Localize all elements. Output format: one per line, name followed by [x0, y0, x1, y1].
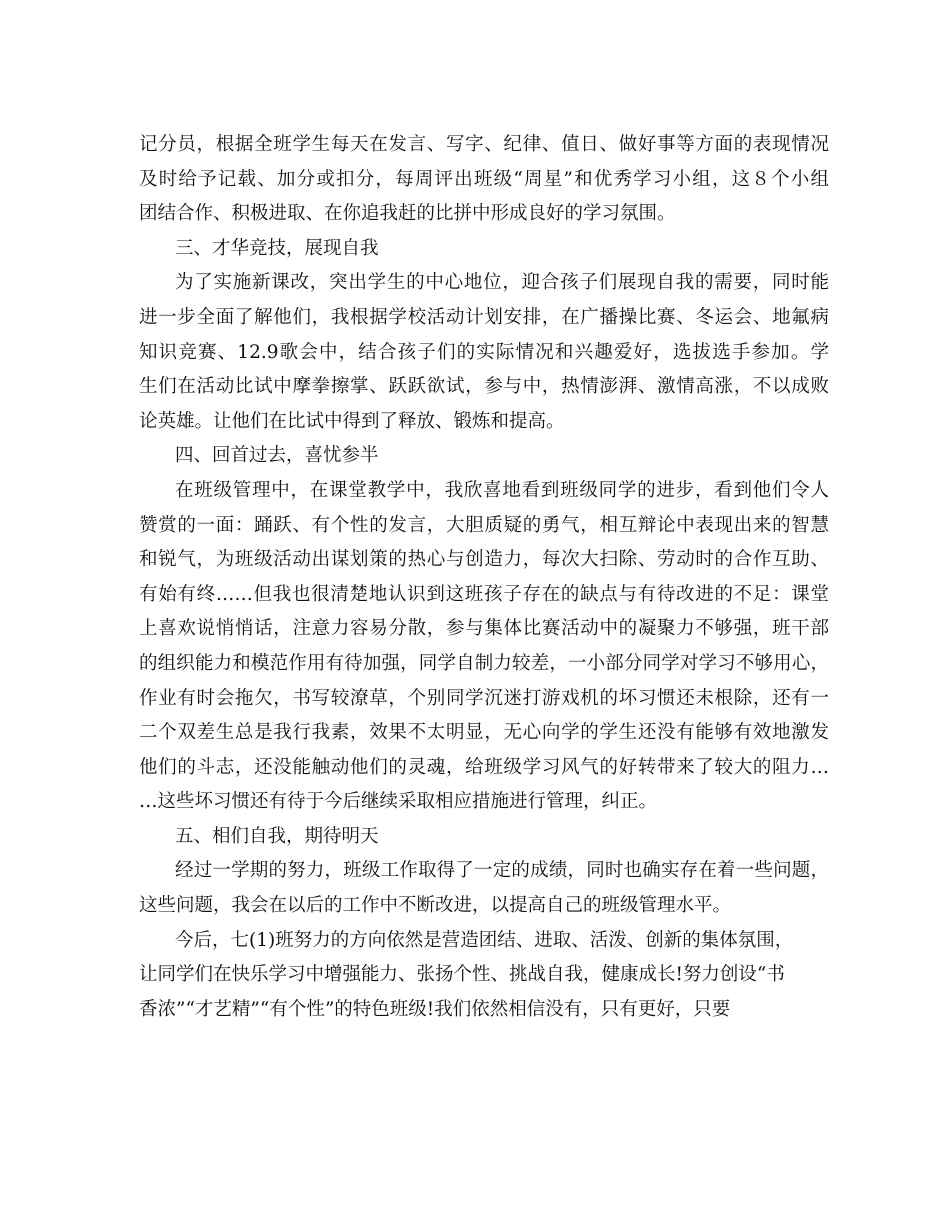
text-line: 香浓”“才艺精”“有个性”的特色班级!我们依然相信没有，只有更好，只要	[139, 998, 731, 1020]
text-line: 今后，七(1)班努力的方向依然是营造团结、进取、活泼、创新的集体氛围，	[175, 929, 794, 951]
text-line: 上喜欢说悄悄话，注意力容易分散，参与集体比赛活动中的凝聚力不够强，班干部	[139, 618, 829, 640]
text-line: 知识竞赛、12.9歌会中，结合孩子们的实际情况和兴趣爱好，选拔选手参加。学	[139, 341, 829, 363]
text-line: 经过一学期的努力，班级工作取得了一定的成绩，同时也确实存在着一些问题，	[175, 860, 829, 882]
text-line: 的组织能力和模范作用有待加强，同学自制力较差，一小部分同学对学习不够用心，	[139, 652, 829, 674]
text-line: 这些问题，我会在以后的工作中不断改进，以提高自己的班级管理水平。	[139, 895, 732, 917]
section-heading: 四、回首过去，喜忧参半	[175, 445, 379, 467]
text-line: 及时给予记载、加分或扣分，每周评出班级“周星”和优秀学习小组，这８个小组	[139, 168, 829, 190]
text-line: 让同学们在快乐学习中增强能力、张扬个性、挑战自我，健康成长!努力创设“书	[139, 964, 785, 986]
text-line: 作业有时会拖欠，书写较潦草，个别同学沉迷打游戏机的坏习惯还未根除，还有一	[139, 687, 829, 709]
text-line: 论英雄。让他们在比试中得到了释放、锻炼和提高。	[139, 410, 565, 432]
text-line: 赞赏的一面：踊跃、有个性的发言，大胆质疑的勇气，相互辩论中表现出来的智慧	[139, 514, 829, 536]
text-line: 记分员，根据全班学生每天在发言、写字、纪律、值日、做好事等方面的表现情况	[139, 134, 829, 155]
document-body	[139, 128, 829, 1027]
text-line: 二个双差生总是我行我素，效果不太明显，无心向学的学生还没有能够有效地激发	[139, 722, 829, 744]
text-line: 有始有终……但我也很清楚地认识到这班孩子存在的缺点与有待改进的不足：课堂	[139, 583, 829, 605]
section-heading: 三、才华竞技，展现自我	[175, 237, 379, 259]
text-line: 团结合作、积极进取、在你追我赶的比拼中形成良好的学习氛围。	[139, 203, 676, 225]
text-line: …这些坏习惯还有待于今后继续采取相应措施进行管理，纠正。	[139, 791, 658, 813]
text-line: 为了实施新课改，突出学生的中心地位，迎合孩子们展现自我的需要，同时能	[175, 272, 829, 294]
text-line: 和锐气，为班级活动出谋划策的热心与创造力，每次大扫除、劳动时的合作互助、	[139, 549, 829, 571]
text-line: 在班级管理中，在课堂教学中，我欣喜地看到班级同学的进步，看到他们令人	[175, 479, 829, 501]
text-line: 进一步全面了解他们，我根据学校活动计划安排，在广播操比赛、冬运会、地氟病	[139, 306, 829, 328]
text-line: 他们的斗志，还没能触动他们的灵魂，给班级学习风气的好转带来了较大的阻力…	[139, 756, 829, 778]
section-heading: 五、相们自我，期待明天	[175, 825, 379, 847]
text-line: 生们在活动比试中摩拳擦掌、跃跃欲试，参与中，热情澎湃、激情高涨，不以成败	[139, 376, 829, 398]
